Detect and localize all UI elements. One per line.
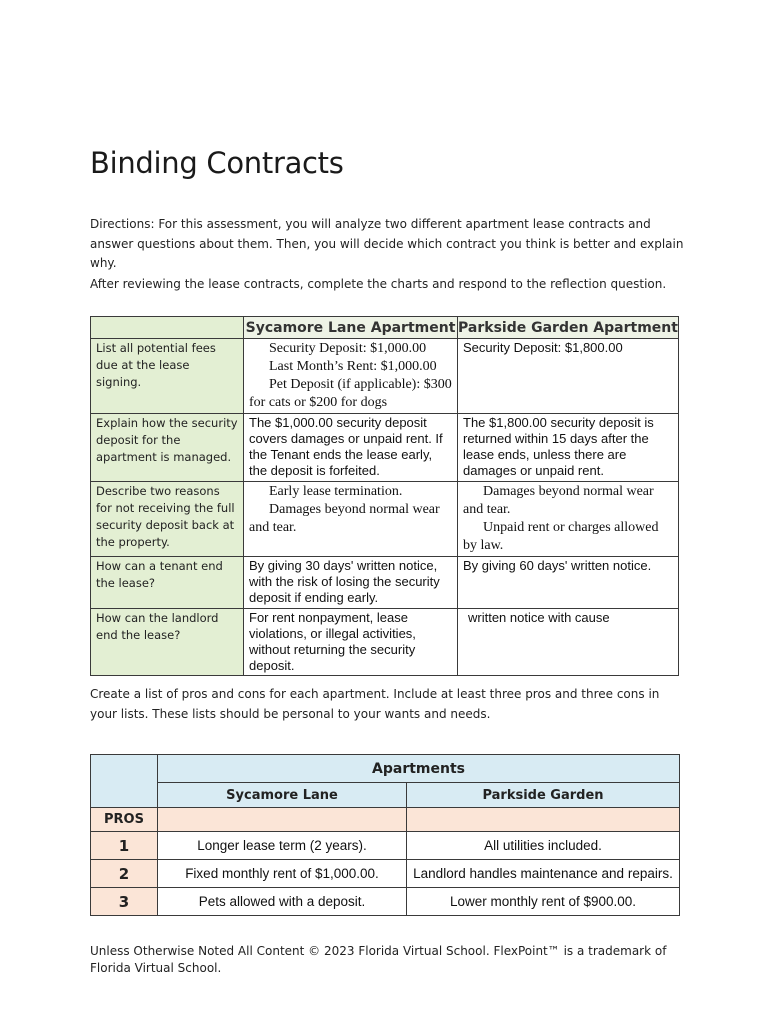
directions-paragraph: Directions: For this assessment, you will analyze two different apartment lease contracts and answer questions about them. Then, you will decide which contract you think is better and explain why. bbox=[90, 217, 684, 270]
answer-line: Early lease termination. bbox=[269, 484, 403, 499]
table-row bbox=[91, 888, 680, 916]
sycamore-answer-cell[interactable] bbox=[244, 482, 458, 557]
sycamore-answer-cell[interactable] bbox=[244, 339, 458, 414]
pros-table-corner-cell bbox=[91, 755, 158, 808]
pros-table-column-row bbox=[91, 783, 680, 808]
answer-line: Pet Deposit (if applicable): $300 for cats or $200 for dogs bbox=[249, 377, 452, 410]
sycamore-pro-cell[interactable]: Fixed monthly rent of $1,000.00. bbox=[158, 860, 407, 888]
pros-cons-instructions: Create a list of pros and cons for each apartment. Include at least three pros and three cons in your lists. These lists should be personal to your wants and needs. bbox=[90, 687, 660, 721]
page-title: Binding Contracts bbox=[90, 146, 344, 180]
copyright-footer: Unless Otherwise Noted All Content © 2023 Florida Virtual School. FlexPoint™ is a trademark of Florida Virtual School. bbox=[90, 944, 667, 975]
parkside-answer-cell[interactable]: Security Deposit: $1,800.00 bbox=[458, 339, 679, 414]
question-cell: How can a tenant end the lease? bbox=[91, 557, 244, 609]
pros-section-blank bbox=[407, 808, 680, 832]
parkside-answer-cell[interactable]: The $1,800.00 security deposit is returned within 15 days after the lease ends, unless there are damages or unpaid rent. bbox=[458, 414, 679, 482]
table-row bbox=[91, 557, 679, 609]
column-header-sycamore: Sycamore Lane Apartment bbox=[244, 317, 458, 339]
pros-label: PROS bbox=[91, 808, 158, 832]
parkside-answer-cell[interactable]: By giving 60 days' written notice. bbox=[458, 557, 679, 609]
parkside-answer-cell[interactable]: written notice with cause bbox=[458, 609, 679, 676]
row-number: 3 bbox=[91, 888, 158, 916]
answer-line: Damages beyond normal wear and tear. bbox=[463, 484, 654, 517]
table-row bbox=[91, 860, 680, 888]
pros-table-title-row bbox=[91, 755, 680, 783]
question-cell: List all potential fees due at the lease signing. bbox=[91, 339, 244, 414]
column-header-parkside: Parkside Garden Apartment bbox=[458, 317, 679, 339]
lease-table-corner-cell bbox=[91, 317, 244, 339]
table-row bbox=[91, 609, 679, 676]
answer-line: Security Deposit: $1,000.00 bbox=[269, 341, 427, 356]
row-number: 1 bbox=[91, 832, 158, 860]
sycamore-answer-cell[interactable]: For rent nonpayment, lease violations, or illegal activities, without returning the security deposit. bbox=[244, 609, 458, 676]
parkside-pro-cell[interactable]: Landlord handles maintenance and repairs. bbox=[407, 860, 680, 888]
question-cell: How can the landlord end the lease? bbox=[91, 609, 244, 676]
answer-line: Damages beyond normal wear and tear. bbox=[249, 502, 440, 535]
question-cell: Describe two reasons for not receiving the full security deposit back at the property. bbox=[91, 482, 244, 557]
sycamore-answer-cell[interactable]: The $1,000.00 security deposit covers damages or unpaid rent. If the Tenant ends the lease early, the deposit is forfeited. bbox=[244, 414, 458, 482]
instructions-paragraph: After reviewing the lease contracts, complete the charts and respond to the reflection question. bbox=[90, 277, 667, 291]
lease-comparison-table bbox=[90, 316, 679, 676]
pros-table bbox=[90, 754, 680, 916]
parkside-pro-cell[interactable]: Lower monthly rent of $900.00. bbox=[407, 888, 680, 916]
parkside-pro-cell[interactable]: All utilities included. bbox=[407, 832, 680, 860]
sycamore-pro-cell[interactable]: Pets allowed with a deposit. bbox=[158, 888, 407, 916]
sycamore-answer-cell[interactable]: By giving 30 days' written notice, with the risk of losing the security deposit if ending early. bbox=[244, 557, 458, 609]
table-row bbox=[91, 339, 679, 414]
lease-table-header-row bbox=[91, 317, 679, 339]
table-row bbox=[91, 832, 680, 860]
pros-section-blank bbox=[158, 808, 407, 832]
question-cell: Explain how the security deposit for the apartment is managed. bbox=[91, 414, 244, 482]
sycamore-pro-cell[interactable]: Longer lease term (2 years). bbox=[158, 832, 407, 860]
table-row bbox=[91, 414, 679, 482]
apartments-header: Apartments bbox=[158, 755, 680, 783]
answer-line: Unpaid rent or charges allowed by law. bbox=[463, 520, 659, 553]
row-number: 2 bbox=[91, 860, 158, 888]
pros-section-row bbox=[91, 808, 680, 832]
column-header-parkside-garden: Parkside Garden bbox=[407, 783, 680, 808]
answer-line: Last Month’s Rent: $1,000.00 bbox=[269, 359, 437, 374]
column-header-sycamore-lane: Sycamore Lane bbox=[158, 783, 407, 808]
table-row bbox=[91, 482, 679, 557]
parkside-answer-cell[interactable] bbox=[458, 482, 679, 557]
